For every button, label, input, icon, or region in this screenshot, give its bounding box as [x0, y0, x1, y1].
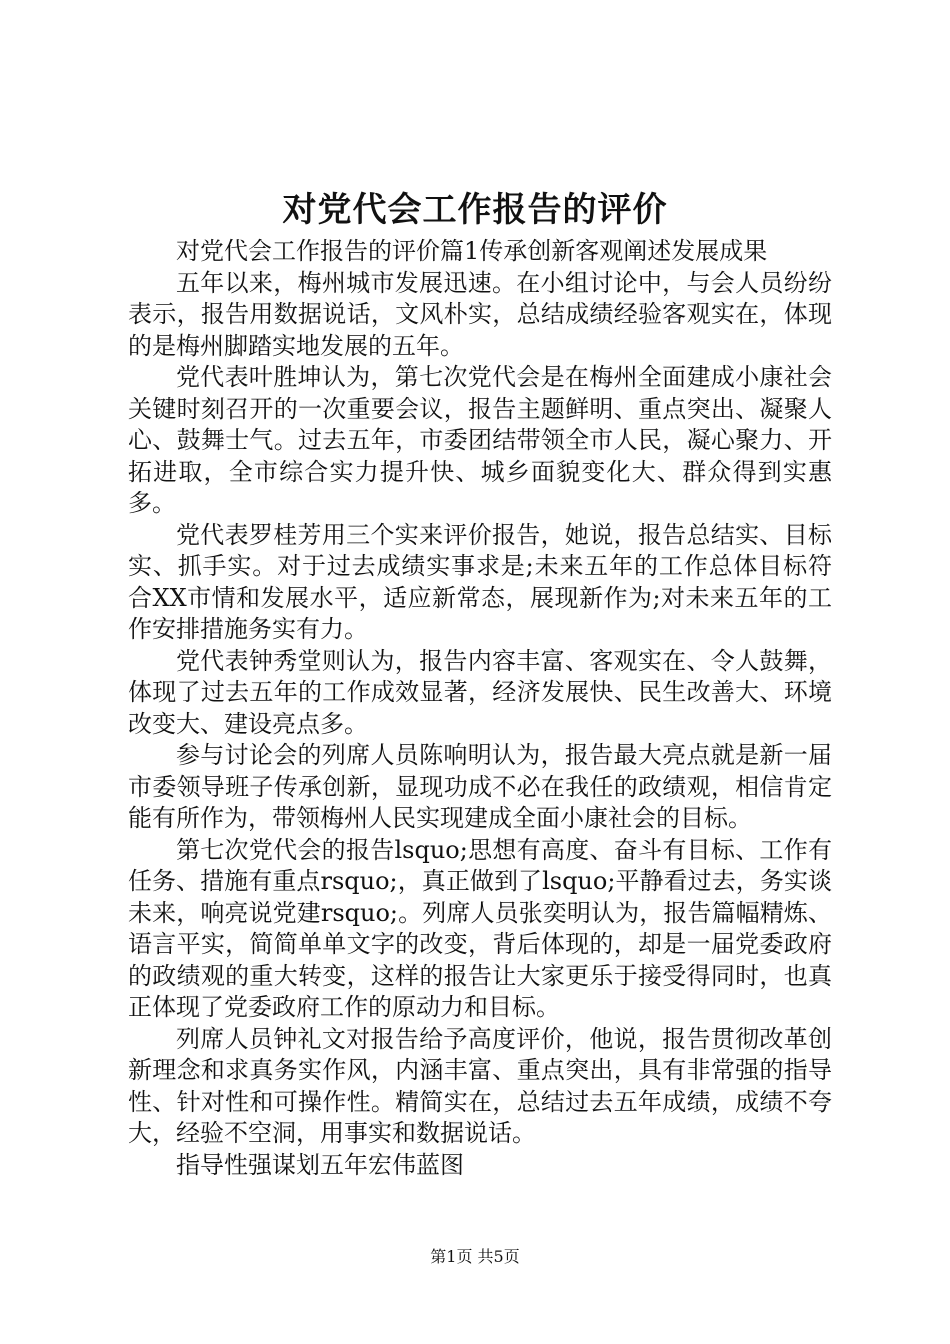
paragraph: 五年以来，梅州城市发展迅速。在小组讨论中，与会人员纷纷表示，报告用数据说话，文风朴实，总结成绩经验客观实在，体现的是梅州脚踏实地发展的五年。 — [128, 268, 832, 360]
paragraph: 党代表钟秀堂则认为，报告内容丰富、客观实在、令人鼓舞，体现了过去五年的工作成效显著，经济发展快、民生改善大、环境改变大、建设亮点多。 — [128, 646, 832, 738]
paragraph: 党代表叶胜坤认为，第七次党代会是在梅州全面建成小康社会关键时刻召开的一次重要会议，报告主题鲜明、重点突出、凝聚人心、鼓舞士气。过去五年，市委团结带领全市人民，凝心聚力、开拓进取，全市综合实力提升快、城乡面貌变化大、群众得到实惠多。 — [128, 363, 832, 517]
body-text — [128, 236, 832, 1181]
paragraph: 对党代会工作报告的评价篇1传承创新客观阐述发展成果 — [176, 237, 768, 265]
paragraph: 列席人员钟礼文对报告给予高度评价，他说，报告贯彻改革创新理念和求真务实作风，内涵丰富、重点突出，具有非常强的指导性、针对性和可操作性。精简实在，总结过去五年成绩，成绩不夸大，经验不空洞，用事实和数据说话。 — [128, 1024, 832, 1147]
paragraph: 党代表罗桂芳用三个实来评价报告，她说，报告总结实、目标实、抓手实。对于过去成绩实事求是;未来五年的工作总体目标符合XX市情和发展水平，适应新常态，展现新作为;对未来五年的工作安排措施务实有力。 — [128, 520, 832, 643]
paragraph: 第七次党代会的报告lsquo;思想有高度、奋斗有目标、工作有任务、措施有重点rsquo;，真正做到了lsquo;平静看过去，务实谈未来，响亮说党建rsquo;。列席人员张奕明认为，报告篇幅精炼、语言平实，简简单单文字的改变，背后体现的，却是一届党委政府的政绩观的重大转变，这样的报告让大家更乐于接受得同时，也真正体现了党委政府工作的原动力和目标。 — [128, 835, 832, 1021]
page-title: 对党代会工作报告的评价 — [282, 190, 668, 230]
paragraph: 参与讨论会的列席人员陈响明认为，报告最大亮点就是新一届市委领导班子传承创新，显现功成不必在我任的政绩观，相信肯定能有所作为，带领梅州人民实现建成全面小康社会的目标。 — [128, 741, 832, 832]
paragraph: 指导性强谋划五年宏伟蓝图 — [176, 1150, 464, 1179]
page-footer: 第1页 共5页 — [430, 1247, 520, 1266]
